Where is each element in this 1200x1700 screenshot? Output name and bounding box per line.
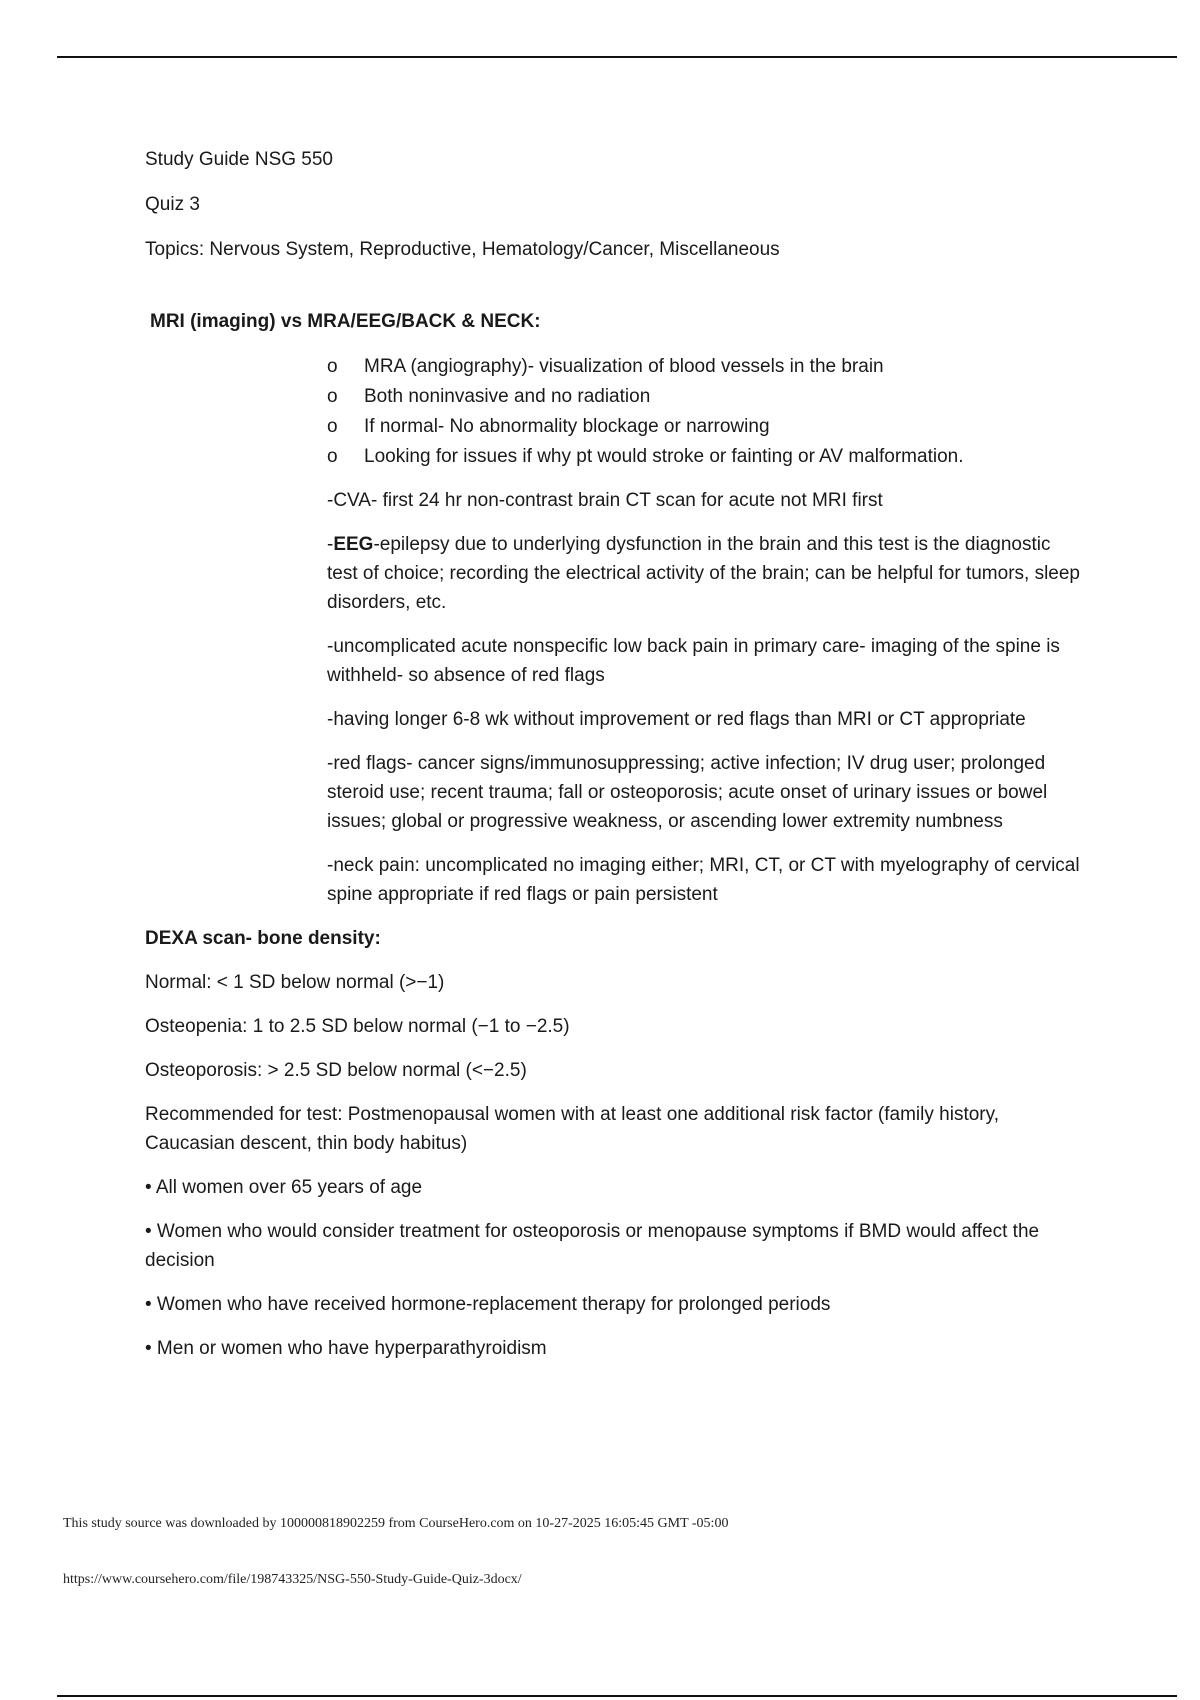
document-body	[145, 145, 1085, 1378]
mri-section-title: MRI (imaging) vs MRA/EEG/BACK & NECK:	[150, 311, 541, 332]
list-item	[327, 412, 1085, 442]
topics-line: Topics: Nervous System, Reproductive, Hematology/Cancer, Miscellaneous	[145, 239, 780, 260]
list-item-text: MRA (angiography)- visualization of blood vessels in the brain	[364, 356, 884, 377]
eeg-prefix: -	[327, 534, 334, 555]
dexa-osteoporosis: Osteoporosis: > 2.5 SD below normal (<−2.5)	[145, 1060, 527, 1081]
quiz-label: Quiz 3	[145, 194, 200, 215]
dexa-recommended: Recommended for test: Postmenopausal women with at least one additional risk factor (family history, Caucasian descent, thin body habitus)	[145, 1104, 999, 1154]
eeg-term: EEG	[333, 534, 374, 555]
doc-title: Study Guide NSG 550	[145, 149, 333, 170]
eeg-text: -epilepsy due to underlying dysfunction in the brain and this test is the diagnostic test of choice; recording the electrical activity of the brain; can be helpful for tumors, sleep disorders, etc.	[327, 534, 1080, 613]
list-item-text: Both noninvasive and no radiation	[364, 386, 651, 407]
bullet-marker: o	[327, 356, 338, 377]
dexa-section-title: DEXA scan- bone density:	[145, 928, 381, 949]
bullet-marker: o	[327, 386, 338, 407]
mri-bullet-list	[145, 352, 1085, 472]
list-item	[327, 382, 1085, 412]
dexa-criteria-item: • Women who would consider treatment for osteoporosis or menopause symptoms if BMD would affect the decision	[145, 1221, 1040, 1271]
top-divider	[57, 56, 1177, 58]
list-item-text: Looking for issues if why pt would stroke or fainting or AV malformation.	[364, 446, 964, 467]
download-source-note: This study source was downloaded by 100000818902259 from CourseHero.com on 10-27-2025 16:05:45 GMT -05:00	[63, 1516, 729, 1531]
list-item	[327, 442, 1085, 472]
red-flags-paragraph: -red flags- cancer signs/immunosuppressing; active infection; IV drug user; prolonged steroid use; recent trauma; fall or osteoporosis; acute onset of urinary issues or bowel issues; global or progressive weakness, or ascending lower extremity numbness	[327, 753, 1048, 832]
dexa-osteopenia: Osteopenia: 1 to 2.5 SD below normal (−1 to −2.5)	[145, 1016, 570, 1037]
dexa-criteria-item: • All women over 65 years of age	[145, 1177, 423, 1198]
neck-pain-paragraph: -neck pain: uncomplicated no imaging either; MRI, CT, or CT with myelography of cervical spine appropriate if red flags or pain persistent	[327, 855, 1080, 905]
longer-duration-paragraph: -having longer 6-8 wk without improvement or red flags than MRI or CT appropriate	[327, 709, 1026, 730]
dexa-criteria-item: • Men or women who have hyperparathyroidism	[145, 1338, 547, 1359]
back-pain-paragraph: -uncomplicated acute nonspecific low back pain in primary care- imaging of the spine is withheld- so absence of red flags	[327, 636, 1060, 686]
eeg-paragraph	[145, 530, 1085, 617]
list-item-text: If normal- No abnormality blockage or narrowing	[364, 416, 770, 437]
source-url: https://www.coursehero.com/file/198743325/NSG-550-Study-Guide-Quiz-3docx/	[63, 1572, 522, 1587]
bullet-marker: o	[327, 446, 338, 467]
bullet-marker: o	[327, 416, 338, 437]
dexa-normal: Normal: < 1 SD below normal (>−1)	[145, 972, 445, 993]
cva-paragraph: -CVA- first 24 hr non-contrast brain CT scan for acute not MRI first	[327, 490, 883, 511]
bottom-divider	[57, 1695, 1177, 1697]
list-item	[327, 352, 1085, 382]
dexa-criteria-item: • Women who have received hormone-replacement therapy for prolonged periods	[145, 1294, 831, 1315]
